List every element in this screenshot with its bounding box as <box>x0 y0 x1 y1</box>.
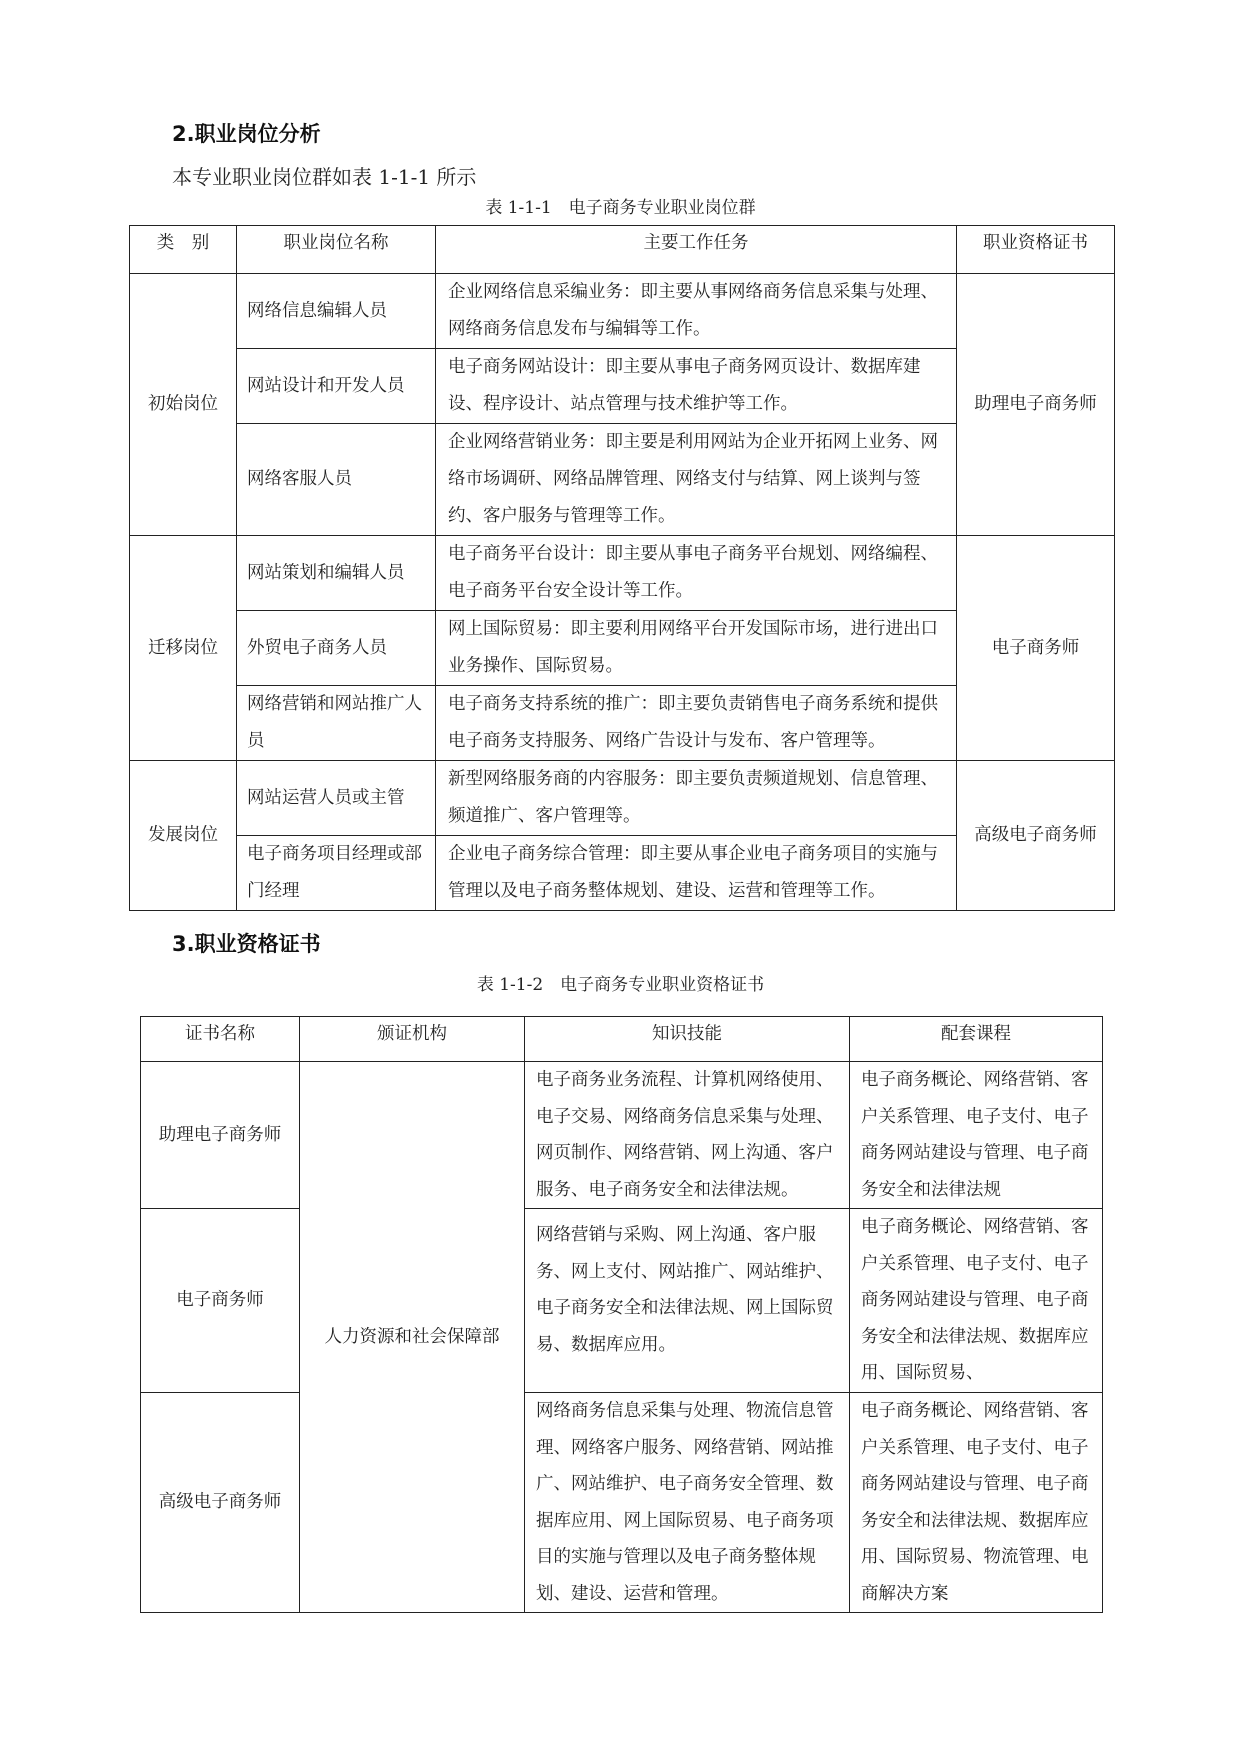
skills-cell: 网络营销与采购、网上沟通、客户服务、网上支付、网站推广、网站维护、电子商务安全和法律法规、网上国际贸易、数据库应用。 <box>525 1209 850 1393</box>
table-2-caption: 表 1-1-2 电子商务专业职业资格证书 <box>476 975 765 995</box>
table-row <box>141 1062 1103 1209</box>
tasks-cell: 企业网络营销业务：即主要是利用网站为企业开拓网上业务、网络市场调研、网络品牌管理、网络支付与结算、网上谈判与签约、客户服务与管理等工作。 <box>436 424 957 536</box>
certificate-name-cell: 助理电子商务师 <box>141 1062 300 1209</box>
table-row <box>130 761 1115 836</box>
intro-paragraph: 本专业职业岗位群如表 1-1-1 所示 <box>172 165 477 189</box>
skills-cell: 电子商务业务流程、计算机网络使用、电子交易、网络商务信息采集与处理、网页制作、网络营销、网上沟通、客户服务、电子商务安全和法律法规。 <box>525 1062 850 1209</box>
courses-cell: 电子商务概论、网络营销、客户关系管理、电子支付、电子商务网站建设与管理、电子商务安全和法律法规 <box>850 1062 1103 1209</box>
table-row <box>130 536 1115 611</box>
header-certificate: 职业资格证书 <box>957 226 1115 274</box>
position-cell: 网络信息编辑人员 <box>237 274 436 349</box>
tasks-cell: 企业网络信息采编业务：即主要从事网络商务信息采集与处理、网络商务信息发布与编辑等工作。 <box>436 274 957 349</box>
category-cell: 发展岗位 <box>130 761 237 911</box>
section-heading-job-analysis: 2.职业岗位分析 <box>172 122 321 146</box>
position-cell: 网络客服人员 <box>237 424 436 536</box>
position-cell: 网站策划和编辑人员 <box>237 536 436 611</box>
table-header-row <box>141 1017 1103 1062</box>
table-row <box>130 274 1115 349</box>
certificate-name-cell: 电子商务师 <box>141 1209 300 1393</box>
tasks-cell: 新型网络服务商的内容服务：即主要负责频道规划、信息管理、频道推广、客户管理等。 <box>436 761 957 836</box>
category-cell: 初始岗位 <box>130 274 237 536</box>
courses-cell: 电子商务概论、网络营销、客户关系管理、电子支付、电子商务网站建设与管理、电子商务安全和法律法规、数据库应用、国际贸易、 <box>850 1209 1103 1393</box>
header-main-tasks: 主要工作任务 <box>436 226 957 274</box>
header-issuer: 颁证机构 <box>300 1017 525 1062</box>
position-cell: 外贸电子商务人员 <box>237 611 436 686</box>
table-row <box>141 1393 1103 1613</box>
job-positions-table <box>129 225 1115 911</box>
certificate-cell: 电子商务师 <box>957 536 1115 761</box>
tasks-cell: 网上国际贸易：即主要利用网络平台开发国际市场，进行进出口业务操作、国际贸易。 <box>436 611 957 686</box>
header-courses: 配套课程 <box>850 1017 1103 1062</box>
header-certificate-name: 证书名称 <box>141 1017 300 1062</box>
header-position-name: 职业岗位名称 <box>237 226 436 274</box>
tasks-cell: 企业电子商务综合管理：即主要从事企业电子商务项目的实施与管理以及电子商务整体规划、建设、运营和管理等工作。 <box>436 836 957 911</box>
certificate-cell: 高级电子商务师 <box>957 761 1115 911</box>
certificate-name-cell: 高级电子商务师 <box>141 1393 300 1613</box>
header-category: 类 别 <box>130 226 237 274</box>
section-heading-certificates: 3.职业资格证书 <box>172 932 321 956</box>
category-cell: 迁移岗位 <box>130 536 237 761</box>
tasks-cell: 电子商务支持系统的推广：即主要负责销售电子商务系统和提供电子商务支持服务、网络广告设计与发布、客户管理等。 <box>436 686 957 761</box>
table-1-caption: 表 1-1-1 电子商务专业职业岗位群 <box>485 198 756 218</box>
header-skills: 知识技能 <box>525 1017 850 1062</box>
issuer-cell: 人力资源和社会保障部 <box>300 1062 525 1613</box>
tasks-cell: 电子商务网站设计：即主要从事电子商务网页设计、数据库建设、程序设计、站点管理与技术维护等工作。 <box>436 349 957 424</box>
position-cell: 网站设计和开发人员 <box>237 349 436 424</box>
skills-cell: 网络商务信息采集与处理、物流信息管理、网络客户服务、网络营销、网站推广、网站维护、电子商务安全管理、数据库应用、网上国际贸易、电子商务项目的实施与管理以及电子商务整体规划、建设、运营和管理。 <box>525 1393 850 1613</box>
tasks-cell: 电子商务平台设计：即主要从事电子商务平台规划、网络编程、电子商务平台安全设计等工作。 <box>436 536 957 611</box>
table-header-row <box>130 226 1115 274</box>
position-cell: 电子商务项目经理或部门经理 <box>237 836 436 911</box>
courses-cell: 电子商务概论、网络营销、客户关系管理、电子支付、电子商务网站建设与管理、电子商务安全和法律法规、数据库应用、国际贸易、物流管理、电商解决方案 <box>850 1393 1103 1613</box>
certificate-cell: 助理电子商务师 <box>957 274 1115 536</box>
certificates-table <box>140 1016 1103 1613</box>
table-row <box>141 1209 1103 1393</box>
position-cell: 网站运营人员或主管 <box>237 761 436 836</box>
position-cell: 网络营销和网站推广人员 <box>237 686 436 761</box>
